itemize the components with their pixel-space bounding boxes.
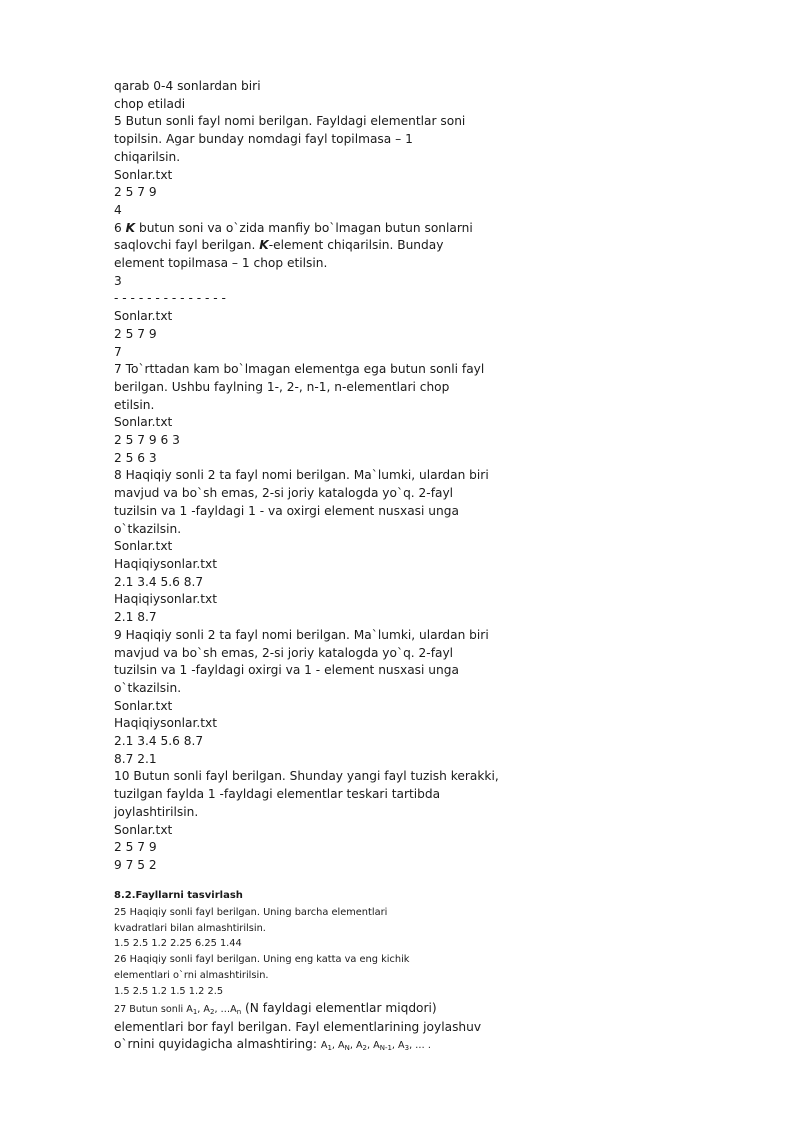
text-line: 2.1 8.7	[114, 610, 157, 625]
text-line: Sonlar.txt	[114, 822, 173, 837]
text-line: o`tkazilsin.	[114, 521, 182, 536]
text-line: 8.7 2.1	[114, 751, 157, 766]
text-line: Sonlar.txt	[114, 415, 173, 430]
text-line: 7	[114, 344, 122, 359]
text-line: 25 Haqiqiy sonli fayl berilgan. Uning barcha elementlari	[114, 906, 388, 918]
task27-line-2: elementlari bor fayl berilgan. Fayl elementlarining joylashuv	[114, 1019, 482, 1034]
text-line: 9 Haqiqiy sonli 2 ta fayl nomi berilgan. Ma`lumki, ulardan biri	[114, 627, 489, 642]
task27-line-3: o`rnini quyidagicha almashtiring: $A_1$, $A_N$, $A_2$, $A_{N-1}$, $A_3$, … .	[114, 1037, 431, 1053]
text-line: Haqiqiysonlar.txt	[114, 592, 218, 607]
text-line: kvadratlari bilan almashtirilsin.	[114, 922, 266, 934]
variable-k: K	[125, 220, 136, 235]
document-page	[114, 78, 674, 1055]
text-line: Sonlar.txt	[114, 309, 173, 324]
text-line: Sonlar.txt	[114, 698, 173, 713]
text-line: 2 5 7 9 6 3	[114, 433, 180, 448]
task6-line-3: element topilmasa – 1 chop etilsin.	[114, 256, 328, 271]
text-line: Haqiqiysonlar.txt	[114, 556, 218, 571]
text-line: 8 Haqiqiy sonli 2 ta fayl nomi berilgan. Ma`lumki, ulardan biri	[114, 468, 489, 483]
text-line: tuzilsin va 1 -fayldagi 1 - va oxirgi element nusxasi unga	[114, 503, 459, 518]
text-line: 26 Haqiqiy sonli fayl berilgan. Uning eng katta va eng kichik	[114, 954, 410, 966]
task6-line-2: saqlovchi fayl berilgan. K-element chiqarilsin. Bunday	[114, 238, 444, 253]
separator-line: - - - - - - - - - - - - - -	[114, 291, 226, 306]
text-line: 10 Butun sonli fayl berilgan. Shunday yangi fayl tuzish kerakki,	[114, 769, 499, 784]
variable-k: K	[259, 238, 269, 253]
text-line: 7 To`rttadan kam bo`lmagan elementga ega butun sonli fayl	[114, 362, 485, 377]
text-line: 1.5 2.5 1.2 2.25 6.25 1.44	[114, 938, 242, 950]
text-line: berilgan. Ushbu faylning 1-, 2-, n-1, n-elementlari chop	[114, 379, 450, 394]
text-line: 2.1 3.4 5.6 8.7	[114, 734, 204, 749]
text-line: mavjud va bo`sh emas, 2-si joriy katalogda yo`q. 2-fayl	[114, 486, 454, 501]
text-line: tuzilgan faylda 1 -fayldagi elementlar teskari tartibda	[114, 787, 441, 802]
section-heading: 8.2.Fayllarni tasvirlash	[114, 889, 243, 901]
text-line: 9 7 5 2	[114, 857, 157, 872]
text-line: o`tkazilsin.	[114, 680, 182, 695]
text-line: 1.5 2.5 1.2 1.5 1.2 2.5	[114, 986, 224, 998]
text-line: 3	[114, 273, 122, 288]
text-line: 2 5 6 3	[114, 450, 157, 465]
text-line: mavjud va bo`sh emas, 2-si joriy katalogda yo`q. 2-fayl	[114, 645, 454, 660]
text-line: qarab 0-4 sonlardan biri	[114, 79, 261, 93]
text-line: tuzilsin va 1 -fayldagi oxirgi va 1 - element nusxasi unga	[114, 663, 459, 678]
text-line: 2 5 7 9	[114, 840, 157, 855]
text-line: 2 5 7 9	[114, 326, 157, 341]
text-line: chop etiladi	[114, 96, 186, 111]
text-line: joylashtirilsin.	[114, 804, 199, 819]
text-line: 2.1 3.4 5.6 8.7	[114, 574, 204, 589]
text-line: Sonlar.txt	[114, 167, 173, 182]
task6-line-1: 6 K butun soni va o`zida manfiy bo`lmagan butun sonlarni	[114, 220, 473, 235]
text-line: chiqarilsin.	[114, 149, 181, 164]
text-line: 4	[114, 202, 122, 217]
task27-line-1: 27 Butun sonli $A_1$, $A_2$, $\dots A_n$ (N fayldagi elementlar miqdori)	[114, 1001, 437, 1017]
text-line: elementlari o`rni almashtirilsin.	[114, 970, 269, 982]
text-line: Haqiqiysonlar.txt	[114, 716, 218, 731]
text-line: etilsin.	[114, 397, 155, 412]
text-line: topilsin. Agar bunday nomdagi fayl topilmasa – 1	[114, 132, 413, 147]
text-line: 2 5 7 9	[114, 185, 157, 200]
text-line: Sonlar.txt	[114, 539, 173, 554]
text-line: 5 Butun sonli fayl nomi berilgan. Fayldagi elementlar soni	[114, 114, 466, 129]
